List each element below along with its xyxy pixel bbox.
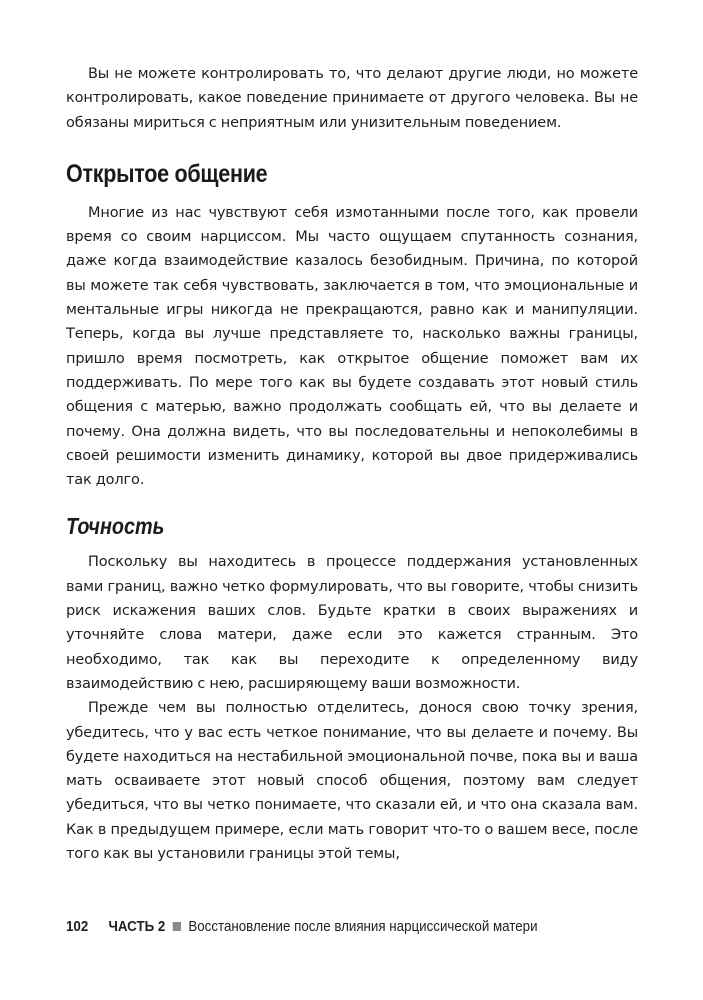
page-body bbox=[66, 62, 638, 866]
page-number: 102 bbox=[66, 919, 89, 935]
square-bullet-icon bbox=[173, 922, 181, 931]
section-heading: Открытое общение bbox=[66, 159, 268, 188]
subsection-paragraph-1: Поскольку вы находитесь в процессе поддержания установленных вами границ, важно четко формулировать, что вы говорите, чтобы снизить риск искажения ваших слов. Будьте кратки в своих выражениях и уточняйте слова матери, даже если это кажется странным. Это необходимо, так как вы переходите к определенному виду взаимодействию с нею, расширяющему ваши возможности. bbox=[66, 554, 638, 692]
chapter-title: Восстановление после влияния нарциссической матери bbox=[188, 919, 538, 935]
intro-paragraph: Вы не можете контролировать то, что делают другие люди, но можете контролировать, какое поведение принимаете от другого человека. Вы не обязаны мириться с неприятным или унизительным поведением. bbox=[66, 66, 638, 131]
subsection-paragraph-2: Прежде чем вы полностью отделитесь, донося свою точку зрения, убедитесь, что у вас есть четкое понимание, что вы делаете и почему. Вы будете находиться на нестабильной эмоциональной почве, пока вы и ваша мать осваиваете этот новый способ общения, поэтому вам следует убедиться, что вы четко понимаете, что сказали ей, и что она сказала вам. Как в предыдущем примере, если мать говорит что-то о вашем весе, после того как вы установили границы этой темы, bbox=[66, 700, 638, 863]
running-footer bbox=[66, 917, 538, 937]
section-paragraph: Многие из нас чувствуют себя измотанными после того, как провели время со своим нарциссом. Мы часто ощущаем спутанность сознания, даже когда взаимодействие казалось безобидным. Причина, по которой вы можете так себя чувствовать, заключается в том, что эмоциональные и ментальные игры никогда не прекращаются, равно как и манипуляции. Теперь, когда вы лучше представляете то, насколько важны границы, пришло время посмотреть, как открытое общение поможет вам их поддерживать. По мере того как вы будете создавать этот новый стиль общения с матерью, важно продолжать сообщать ей, что вы делаете и почему. Она должна видеть, что вы последовательны и непоколебимы в своей решимости изменить динамику, которой вы двое придерживались так долго. bbox=[66, 204, 638, 489]
subsection-heading: Точность bbox=[66, 513, 165, 540]
part-label: ЧАСТЬ 2 bbox=[108, 919, 166, 935]
